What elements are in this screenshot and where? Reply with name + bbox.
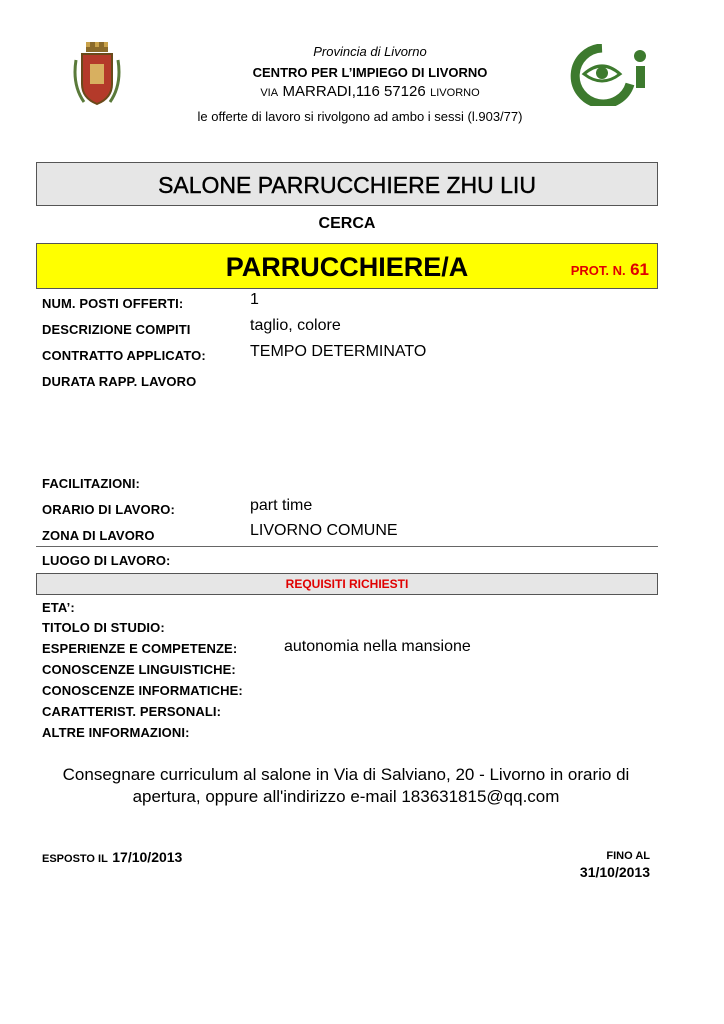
divider [36, 546, 658, 547]
requirements-title: REQUISITI RICHIESTI [285, 577, 409, 591]
label-work-place: LUOGO DI LAVORO: [42, 553, 171, 568]
protocol-number: PROT. N. 61 [570, 260, 649, 279]
label-task-description: DESCRIZIONE COMPITI [42, 322, 191, 337]
label-languages: CONOSCENZE LINGUISTICHE: [42, 662, 236, 677]
label-experience: ESPERIENZE E COMPETENZE: [42, 641, 238, 656]
position-title: PARRUCCHIERE/A [225, 252, 469, 282]
value-working-hours: part time [250, 497, 313, 514]
centre-address: VIA MARRADI,116 57126 LIVORNO [260, 83, 480, 100]
label-education: TITOLO DI STUDIO: [42, 620, 165, 635]
equal-opportunity-notice: le offerte di lavoro si rivolgono ad ambo i sessi (l.903/77) [197, 109, 523, 124]
label-work-zone: ZONA DI LAVORO [42, 528, 155, 543]
employer-name: SALONE PARRUCCHIERE ZHU LIU [158, 172, 536, 198]
value-task-description: taglio, colore [250, 317, 341, 334]
label-other-info: ALTRE INFORMAZIONI: [42, 725, 190, 740]
position-band [36, 243, 658, 289]
label-computer-skills: CONOSCENZE INFORMATICHE: [42, 683, 243, 698]
label-num-posts: NUM. POSTI OFFERTI: [42, 296, 184, 311]
coat-of-arms-icon [72, 40, 122, 110]
seeks-label: CERCA [318, 215, 376, 232]
label-age: ETA’: [42, 600, 75, 615]
value-num-posts: 1 [250, 291, 259, 308]
label-working-hours: ORARIO DI LAVORO: [42, 502, 175, 517]
label-facilitations: FACILITAZIONI: [42, 476, 140, 491]
employment-centre-logo-icon [570, 44, 652, 106]
employer-box [36, 162, 658, 206]
value-work-zone: LIVORNO COMUNE [250, 522, 398, 539]
value-experience: autonomia nella mansione [284, 638, 471, 655]
centre-name: CENTRO PER L’IMPIEGO DI LIVORNO [252, 65, 488, 80]
province-name: Provincia di Livorno [313, 44, 427, 59]
application-instructions: Consegnare curriculum al salone in Via di Salviano, 20 - Livorno in orario di apertura, oppure all'indirizzo e-mail 183631815@qq.com [62, 765, 630, 806]
expiry-date: FINO AL 31/10/2013 [579, 850, 650, 880]
value-contract: TEMPO DETERMINATO [250, 343, 427, 360]
label-personal-traits: CARATTERIST. PERSONALI: [42, 704, 222, 719]
requirements-header [36, 573, 658, 595]
posted-date: ESPOSTO IL 17/10/2013 [42, 849, 183, 865]
label-duration: DURATA RAPP. LAVORO [42, 374, 197, 389]
label-contract: CONTRATTO APPLICATO: [42, 348, 206, 363]
